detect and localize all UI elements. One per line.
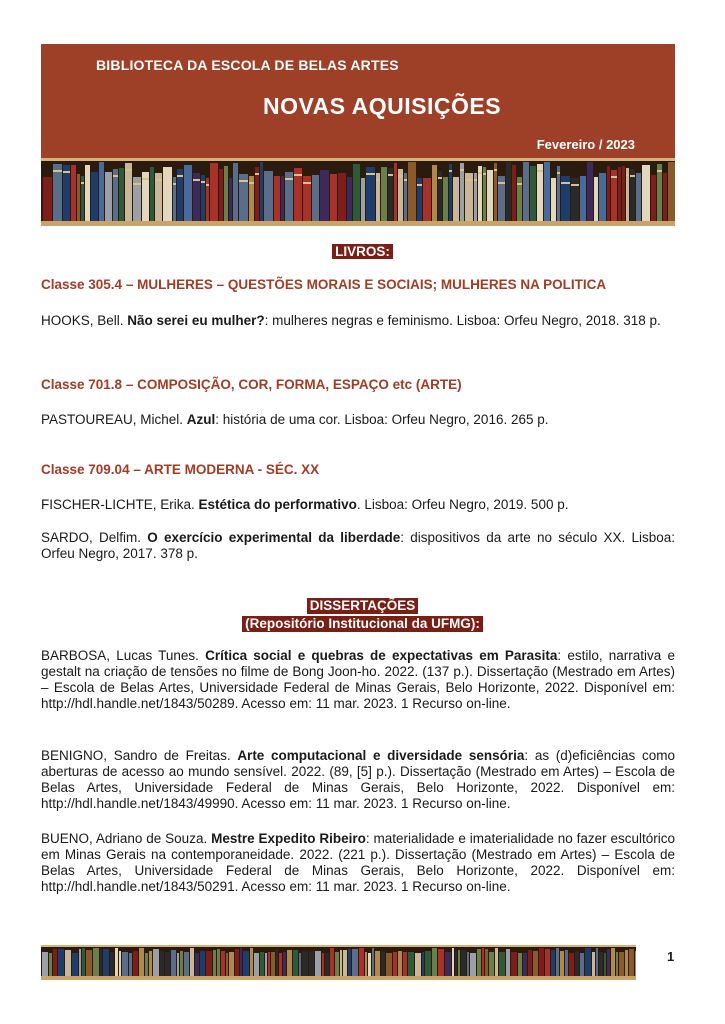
book-spine-band <box>449 170 452 172</box>
book-spine-band <box>398 175 403 177</box>
book-spine <box>477 949 481 976</box>
book-spine-band <box>239 180 248 182</box>
book-spine-band <box>517 183 522 185</box>
book-spine-band <box>142 178 149 180</box>
book-spine <box>268 952 270 976</box>
book-spine-band <box>133 183 141 185</box>
book-spine <box>607 949 610 976</box>
book-spine-band <box>155 179 162 181</box>
book-spine <box>635 951 636 976</box>
book-spine-band <box>611 176 617 178</box>
book-spine <box>110 952 114 976</box>
book-spine <box>299 953 301 976</box>
book-spine <box>119 168 124 221</box>
book-spine-band <box>376 179 380 181</box>
book-spine <box>103 949 109 976</box>
book-spine <box>478 166 482 221</box>
book-spine-band <box>557 172 560 174</box>
bookshelf-image <box>41 158 675 226</box>
book-spine <box>219 169 223 221</box>
dissertations-sublabel: (Repositório Institucional da UFMG): <box>242 616 483 632</box>
bookshelf-footer-illustration <box>41 945 636 980</box>
book-spine-band <box>63 171 70 173</box>
dissertation-entry: BUENO, Adriano de Souza. Mestre Expedito Ribeiro: materialidade e imaterialidade no fazer escultórico em Minas Gerais na contemporaneidade. 2022. (221 p.). Dissertação (Mestrado em Artes) – Escola de Belas Artes, Universidade Federal de Minas Gerais, Belo Horizonte, 2022. Disponível em: http://hdl.handle.net/1843/50291. Acesso em: 11 mar. 2023. 1 Recurso on-line. <box>41 831 675 894</box>
book-spine <box>408 162 416 221</box>
book-spine <box>393 952 397 976</box>
book-spine-band <box>206 184 209 186</box>
book-spine <box>470 953 476 976</box>
book-spine <box>210 163 218 221</box>
book-spine <box>537 164 543 221</box>
book-spine <box>72 953 78 976</box>
book-spine <box>453 177 459 221</box>
book-spine-band <box>498 182 505 184</box>
book-spine <box>338 173 346 221</box>
book-spine <box>163 167 172 221</box>
book-spine <box>386 953 392 976</box>
book-spine-band <box>571 184 579 186</box>
book-spine <box>483 167 486 221</box>
book-spine <box>93 948 99 976</box>
book-entry: FISCHER-LICHTE, Erika. Estética do performativo. Lisboa: Orfeu Negro, 2019. 500 p. <box>41 497 569 512</box>
book-spine <box>551 178 556 221</box>
book-spine <box>657 164 662 221</box>
book-spine <box>254 953 259 976</box>
book-spine <box>523 953 527 976</box>
book-spine <box>432 948 437 976</box>
book-spine-band <box>249 182 254 184</box>
bookshelf-footer-image <box>41 945 636 980</box>
book-spine <box>265 953 267 976</box>
book-spine <box>325 953 329 976</box>
book-spine <box>235 949 239 976</box>
book-spine <box>221 951 225 976</box>
book-spine <box>530 166 536 221</box>
page-number: 1 <box>667 949 675 964</box>
book-spine <box>403 952 407 976</box>
book-spine <box>551 950 555 976</box>
book-spine <box>233 163 238 221</box>
book-spine-band <box>417 184 422 186</box>
book-spine <box>381 167 387 221</box>
book-spine-band <box>173 183 176 185</box>
book-spine <box>398 951 402 976</box>
book-spine <box>226 953 228 976</box>
book-spine <box>618 167 621 221</box>
book-spine <box>485 949 488 976</box>
book-spine <box>449 164 452 221</box>
book-spine <box>153 949 159 976</box>
book-spine <box>443 177 448 221</box>
book-spine <box>467 952 469 976</box>
header-banner <box>41 44 675 158</box>
book-spine-band <box>483 173 486 175</box>
book-spine <box>622 166 625 221</box>
book-spine-band <box>494 169 497 171</box>
book-spine <box>115 948 118 976</box>
book-spine <box>368 953 371 976</box>
book-spine <box>58 949 64 976</box>
book-spine <box>557 166 560 221</box>
book-spine <box>359 948 364 976</box>
book-spine <box>565 950 568 976</box>
book-spine <box>133 951 138 976</box>
book-spine <box>533 951 538 976</box>
shelf-top-board <box>41 945 636 947</box>
book-spine <box>348 949 351 976</box>
book-spine-band <box>474 179 477 181</box>
book-spine <box>539 948 544 976</box>
book-spine <box>42 952 48 976</box>
book-spine-band <box>294 174 302 176</box>
book-spine <box>43 177 52 221</box>
book-spine <box>366 167 375 221</box>
book-spine <box>592 952 595 976</box>
book-spine <box>271 952 275 976</box>
book-spine-band <box>81 182 84 184</box>
book-spine-band <box>404 179 407 181</box>
book-spine <box>607 166 610 221</box>
book-spine <box>293 950 298 976</box>
book-spine <box>668 162 675 221</box>
book-spine <box>560 951 564 976</box>
dissertations-section-label: DISSERTAÇÕES (Repositório Institucional da UFMG): <box>0 597 725 633</box>
book-spine <box>487 170 493 221</box>
book-spine <box>580 176 586 221</box>
book-spine <box>365 952 367 976</box>
book-spine <box>375 951 380 976</box>
book-spine <box>587 162 593 221</box>
dissertation-entry: BARBOSA, Lucas Tunes. Crítica social e quebras de expectativas em Parasita: estilo, narrativa e gestalt na criação de tensões no filme de Bong Joon-ho. 2022. (137 p.). Dissertação (Mestrado em Artes) – Escola de Belas Artes, Universidade Federal de Minas Gerais, Belo Horizonte, 2022. Disponível em: http://hdl.handle.net/1843/50289. Acesso em: 11 mar. 2023. 1 Recurso on-line. <box>41 648 675 711</box>
book-spine <box>458 950 460 976</box>
book-spine <box>229 952 234 976</box>
book-spine-band <box>285 178 293 180</box>
book-spine <box>352 949 358 976</box>
book-spine <box>330 948 334 976</box>
book-spine <box>511 952 517 976</box>
book-spine <box>432 165 437 221</box>
book-spine <box>122 952 128 976</box>
book-spine <box>394 163 397 221</box>
book-spine <box>279 953 282 976</box>
book-spine <box>569 953 574 976</box>
book-spine <box>408 952 414 976</box>
book-spine <box>445 952 451 976</box>
book-spine <box>287 950 292 976</box>
book-spine <box>255 167 259 221</box>
book-spine <box>343 950 347 976</box>
book-spine <box>86 950 92 976</box>
book-spine <box>499 952 505 976</box>
book-spine <box>415 953 421 976</box>
book-spine <box>63 165 70 221</box>
book-spine <box>302 951 308 976</box>
book-spine <box>184 952 189 976</box>
book-spine <box>461 950 466 976</box>
book-spine <box>53 164 62 221</box>
book-spine <box>315 951 321 976</box>
book-spine-band <box>626 174 629 176</box>
book-spine-band <box>460 169 464 171</box>
book-spine <box>200 951 205 976</box>
book-spine <box>599 952 603 976</box>
book-spine <box>594 177 598 221</box>
book-spine <box>596 948 598 976</box>
book-spine <box>452 948 454 976</box>
book-spine <box>195 953 199 976</box>
book-spine <box>125 163 132 221</box>
book-spine <box>240 948 242 976</box>
book-spine <box>545 949 550 976</box>
book-spine-band <box>125 169 132 171</box>
book-spine <box>616 952 618 976</box>
book-spine <box>229 178 232 221</box>
book-entry: SARDO, Delfim. O exercício experimental da liberdade: dispositivos da arte no século XX. Lisboa: Orfeu Negro, 2017. 378 p. <box>41 530 676 561</box>
book-spine-band <box>478 172 482 174</box>
book-spine <box>100 949 102 976</box>
book-spine-band <box>366 173 375 175</box>
book-spine-band <box>438 177 442 179</box>
book-spine <box>353 164 360 221</box>
book-spine-band <box>388 174 393 176</box>
book-spine <box>651 175 656 221</box>
shelf-top-board <box>41 158 675 161</box>
book-spine <box>347 177 352 221</box>
book-spine <box>105 172 112 221</box>
book-spine <box>381 951 385 976</box>
book-spine-band <box>193 179 200 181</box>
book-spine <box>518 953 522 976</box>
book-spine <box>544 162 550 221</box>
book-spine <box>150 167 154 221</box>
book-spine <box>82 948 85 976</box>
book-spine <box>506 949 510 976</box>
book-spine <box>243 951 249 976</box>
book-spine <box>224 166 228 221</box>
book-spine <box>425 951 431 976</box>
book-spine <box>85 165 90 221</box>
book-spine-band <box>255 173 259 175</box>
book-spine <box>250 948 253 976</box>
class-heading-305-4: Classe 305.4 – MULHERES – QUESTÕES MORAIS E SOCIAIS; MULHERES NA POLITICA <box>41 277 607 292</box>
book-spine <box>71 165 76 221</box>
book-spine <box>322 953 324 976</box>
class-heading-701-8: Classe 701.8 – COMPOSIÇÃO, COR, FORMA, ESPAÇO etc (ARTE) <box>41 377 462 392</box>
book-spine <box>260 162 263 221</box>
book-spine <box>512 165 516 221</box>
book-spine <box>217 949 220 976</box>
shelf-board <box>41 976 636 980</box>
book-spine <box>77 174 80 221</box>
book-spine-band <box>561 182 570 184</box>
book-spine <box>213 950 216 976</box>
book-spine <box>309 951 314 976</box>
book-spine-band <box>303 182 311 184</box>
book-spine <box>206 951 212 976</box>
book-spine <box>165 952 170 976</box>
book-spine <box>611 948 615 976</box>
book-spine <box>528 950 532 976</box>
book-spine <box>177 953 179 976</box>
book-entry: HOOKS, Bell. Não serei eu mulher?: mulheres negras e feminismo. Lisboa: Orfeu Negro, 2018. 318 p. <box>41 313 661 328</box>
book-spine <box>361 178 365 221</box>
book-spine <box>320 170 329 221</box>
dissertation-entry: BENIGNO, Sandro de Freitas. Arte computacional e diversidade sensória: as (d)eficiências como aberturas de acesso ao mundo sensível. 2022. (89, [5] p.). Dissertação (Mestrado em Artes) – Escola de Belas Artes, Universidade Federal de Minas Gerais, Belo Horizonte, 2022. Disponível em: http://hdl.handle.net/1843/49990. Acesso em: 11 mar. 2023. 1 Recurso on-line. <box>41 748 675 811</box>
book-spine <box>274 176 280 221</box>
book-spine <box>663 173 667 221</box>
book-spine-band <box>537 170 543 172</box>
book-spine-band <box>113 175 118 177</box>
book-spine <box>636 173 641 221</box>
book-spine <box>340 950 342 976</box>
book-spine <box>629 949 634 976</box>
page-title: NOVAS AQUISIÇÕES <box>263 93 502 119</box>
book-spine <box>264 171 273 221</box>
book-spine <box>276 949 278 976</box>
book-spine <box>335 952 339 976</box>
book-spine <box>160 951 164 976</box>
book-spine <box>438 949 444 976</box>
book-spine <box>49 953 52 976</box>
book-spine <box>99 162 104 221</box>
book-spine <box>460 163 464 221</box>
book-spine-band <box>657 170 662 172</box>
book-spine <box>422 952 424 976</box>
book-spine <box>585 948 591 976</box>
books-section-label: LIVROS: <box>0 243 725 261</box>
bookshelf-illustration <box>41 158 675 226</box>
book-spine-band <box>53 170 62 172</box>
book-spine <box>556 948 559 976</box>
book-spine <box>119 951 121 976</box>
issue-date: Fevereiro / 2023 <box>536 137 635 152</box>
book-spine <box>494 163 497 221</box>
book-spine-band <box>201 181 205 183</box>
book-spine <box>619 952 624 976</box>
book-entry: PASTOUREAU, Michel. Azul: história de uma cor. Lisboa: Orfeu Negro, 2016. 265 p. <box>41 412 549 427</box>
book-spine <box>575 951 579 976</box>
book-spine <box>260 952 264 976</box>
book-spine <box>455 951 457 976</box>
book-spine <box>129 953 132 976</box>
book-spine <box>580 953 584 976</box>
book-spine <box>190 948 194 976</box>
book-spine <box>312 175 319 221</box>
book-spine <box>372 948 374 976</box>
book-spine <box>184 165 192 221</box>
book-spine <box>604 953 606 976</box>
book-spine <box>625 950 628 976</box>
book-spine <box>171 950 176 976</box>
book-spine <box>65 950 71 976</box>
book-spine <box>145 953 148 976</box>
book-spine-band <box>465 179 473 181</box>
book-spine-band <box>177 175 183 177</box>
class-heading-709-04: Classe 709.04 – ARTE MODERNA - SÉC. XX <box>41 462 320 477</box>
book-spine <box>283 952 286 976</box>
book-spine <box>506 162 511 221</box>
book-spine <box>180 951 183 976</box>
shelf-board <box>41 221 675 226</box>
book-spine <box>495 948 498 976</box>
book-spine <box>149 951 152 976</box>
book-spine <box>523 162 529 221</box>
book-spine <box>139 948 144 976</box>
book-spine <box>53 949 57 976</box>
book-spine <box>642 165 650 221</box>
book-spine <box>599 173 606 221</box>
book-spine <box>423 178 431 221</box>
library-name: BIBLIOTECA DA ESCOLA DE BELAS ARTES <box>96 57 399 73</box>
book-spine <box>79 949 81 976</box>
book-spine <box>91 172 98 221</box>
book-spine <box>330 174 337 221</box>
book-spine <box>489 952 494 976</box>
book-spine <box>281 176 284 221</box>
book-spine-band <box>630 175 635 177</box>
book-spine <box>482 948 484 976</box>
